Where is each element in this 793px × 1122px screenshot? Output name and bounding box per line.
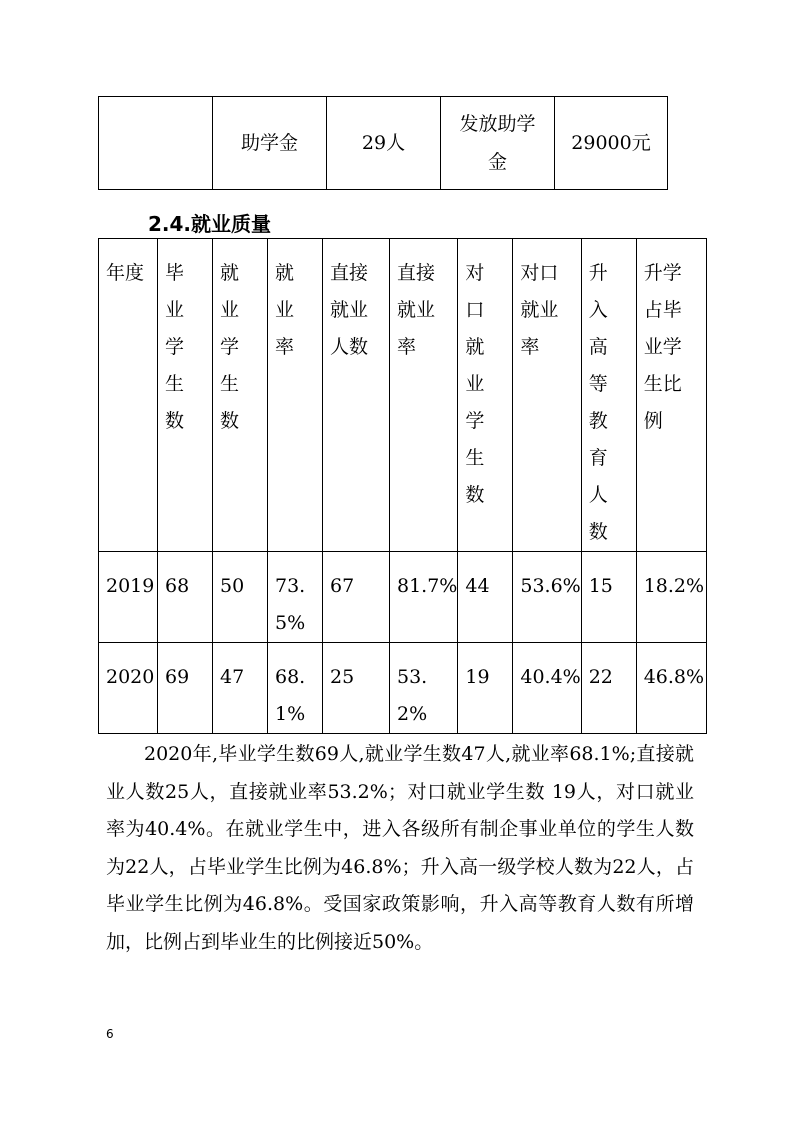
cell-employed: 50 (220, 575, 245, 597)
table-row (99, 97, 668, 190)
header-cell-direct-rate (390, 239, 458, 552)
table-cell (213, 552, 268, 643)
header-cell-direct-employed (323, 239, 390, 552)
header-direct-rate: 直接就业率 (397, 262, 436, 358)
page-number: 6 (106, 1027, 114, 1041)
employment-table (98, 238, 707, 734)
header-direct-employed: 直接就业人数 (330, 262, 369, 358)
cell-higher-edu-ratio: 46.8% (643, 666, 705, 688)
header-cell-higher-edu-ratio (636, 239, 706, 552)
header-cell-matched-rate (513, 239, 581, 552)
header-cell-year (99, 239, 158, 552)
table-cell (323, 552, 390, 643)
aid-cell-amount: 29000元 (555, 97, 668, 190)
header-higher-edu-ratio: 升学占毕业学生比例 (643, 262, 682, 432)
table-row (99, 552, 707, 643)
cell-matched-rate: 53.6% (520, 575, 581, 597)
table-cell (458, 552, 513, 643)
table-row (99, 643, 707, 734)
cell-higher-edu: 22 (588, 666, 613, 688)
header-cell-graduates (158, 239, 213, 552)
cell-matched-employed: 19 (465, 666, 490, 688)
cell-employment-rate: 73.5% (275, 575, 306, 634)
aid-cell-count: 29人 (327, 97, 441, 190)
cell-year: 2019 (106, 575, 155, 597)
cell-graduates: 69 (165, 666, 190, 688)
cell-direct-rate: 81.7% (397, 575, 458, 597)
cell-employed: 47 (220, 666, 245, 688)
header-employed: 就业学生数 (220, 262, 240, 432)
table-cell (458, 643, 513, 734)
cell-employment-rate: 68.1% (275, 666, 306, 725)
table-cell (513, 552, 581, 643)
table-header-row (99, 239, 707, 552)
header-employment-rate: 就业率 (275, 262, 295, 358)
table-cell (513, 643, 581, 734)
header-matched-rate: 对口就业率 (520, 262, 559, 358)
header-cell-matched-employed (458, 239, 513, 552)
aid-cell-type: 助学金 (213, 97, 327, 190)
table-cell (268, 643, 323, 734)
header-graduates: 毕业学生数 (165, 262, 185, 432)
table-cell (268, 552, 323, 643)
aid-table (98, 96, 668, 190)
table-cell (390, 552, 458, 643)
table-cell (323, 643, 390, 734)
cell-matched-employed: 44 (465, 575, 490, 597)
table-cell (581, 643, 636, 734)
cell-direct-rate: 53.2% (397, 666, 428, 725)
cell-direct-employed: 25 (330, 666, 355, 688)
header-cell-higher-edu (581, 239, 636, 552)
aid-cell-empty (99, 97, 213, 190)
header-higher-edu: 升入高等教育人数 (588, 262, 608, 543)
cell-matched-rate: 40.4% (520, 666, 581, 688)
header-matched-employed: 对口就业学生数 (465, 262, 485, 506)
table-cell (99, 552, 158, 643)
table-cell (636, 552, 706, 643)
cell-higher-edu: 15 (588, 575, 613, 597)
table-cell (158, 643, 213, 734)
table-cell (581, 552, 636, 643)
cell-higher-edu-ratio: 18.2% (643, 575, 705, 597)
table-cell (99, 643, 158, 734)
table-cell (213, 643, 268, 734)
summary-paragraph: 2020年,毕业学生数69人,就业学生数47人,就业率68.1%;直接就业人数25人，直接就业率53.2%；对口就业学生数 19人，对口就业率为40.4%。在就业学生中，进入各级所有制企事业单位的学生人数为22人，占毕业学生比例为46.8%；升入高一级学校人数为22人，占毕业学生比例为46.8%。受国家政策影响，升入高等教育人数有所增加，比例占到毕业生的比例接近50%。 (106, 743, 694, 953)
aid-cell-form-text: 发放助学金 (459, 113, 536, 173)
table-cell (158, 552, 213, 643)
table-cell (636, 643, 706, 734)
aid-cell-form (441, 97, 555, 190)
cell-direct-employed: 67 (330, 575, 355, 597)
table-cell (390, 643, 458, 734)
header-cell-employed (213, 239, 268, 552)
header-cell-employment-rate (268, 239, 323, 552)
section-heading: 2.4.就业质量 (148, 212, 272, 236)
header-year: 年度 (106, 262, 145, 284)
cell-year: 2020 (106, 666, 155, 688)
cell-graduates: 68 (165, 575, 190, 597)
